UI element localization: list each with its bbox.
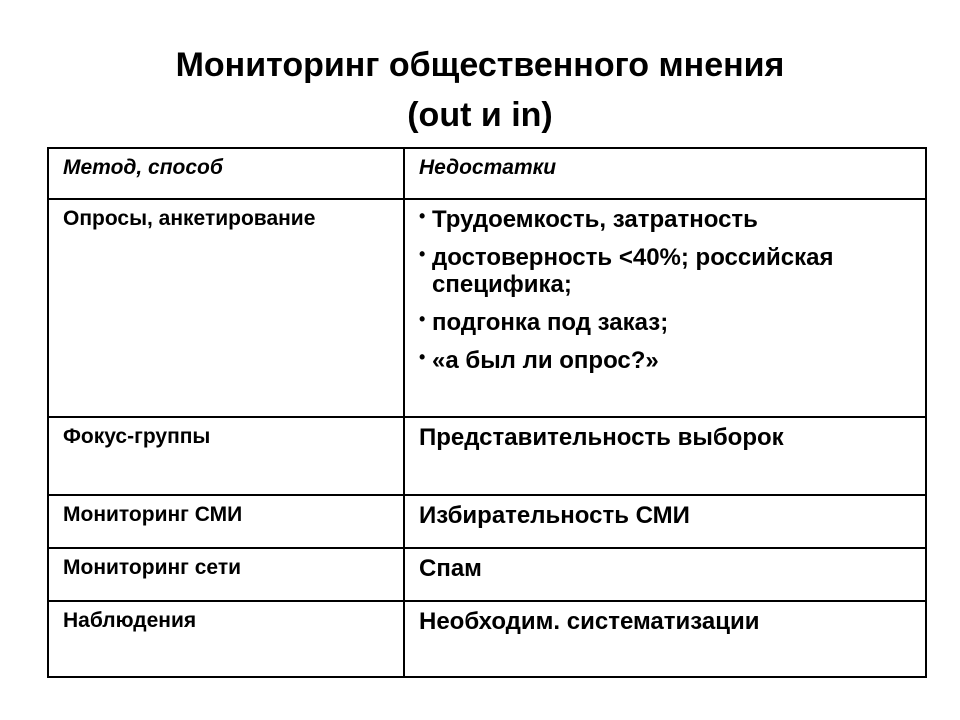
table-row bbox=[48, 548, 926, 601]
table-row bbox=[48, 199, 926, 417]
table-header-row bbox=[48, 148, 926, 199]
list-item: • «а был ли опрос?» bbox=[419, 347, 911, 374]
drawbacks-cell bbox=[404, 199, 926, 417]
drawback-cell: Спам bbox=[404, 548, 926, 601]
method-cell: Фокус-группы bbox=[48, 417, 404, 495]
drawback-cell: Избирательность СМИ bbox=[404, 495, 926, 548]
method-cell: Мониторинг СМИ bbox=[48, 495, 404, 548]
method-cell: Опросы, анкетирование bbox=[48, 199, 404, 417]
list-item: • достоверность <40%; российская специфика; bbox=[419, 244, 911, 298]
list-item: • Трудоемкость, затратность bbox=[419, 206, 911, 233]
table-row bbox=[48, 601, 926, 677]
list-item: • подгонка под заказ; bbox=[419, 309, 911, 336]
slide-title bbox=[0, 40, 960, 140]
method-cell: Наблюдения bbox=[48, 601, 404, 677]
methods-table bbox=[47, 147, 927, 678]
table-row bbox=[48, 495, 926, 548]
method-cell: Мониторинг сети bbox=[48, 548, 404, 601]
header-method: Метод, способ bbox=[48, 148, 404, 199]
slide-title-line1: Мониторинг общественного мнения bbox=[175, 46, 785, 84]
drawbacks-list bbox=[419, 206, 911, 374]
drawback-cell: Необходим. систематизации bbox=[404, 601, 926, 677]
drawback-cell: Представительность выборок bbox=[404, 417, 926, 495]
slide-title-line2: (out и in) bbox=[407, 96, 553, 134]
header-drawbacks: Недостатки bbox=[404, 148, 926, 199]
table-row bbox=[48, 417, 926, 495]
